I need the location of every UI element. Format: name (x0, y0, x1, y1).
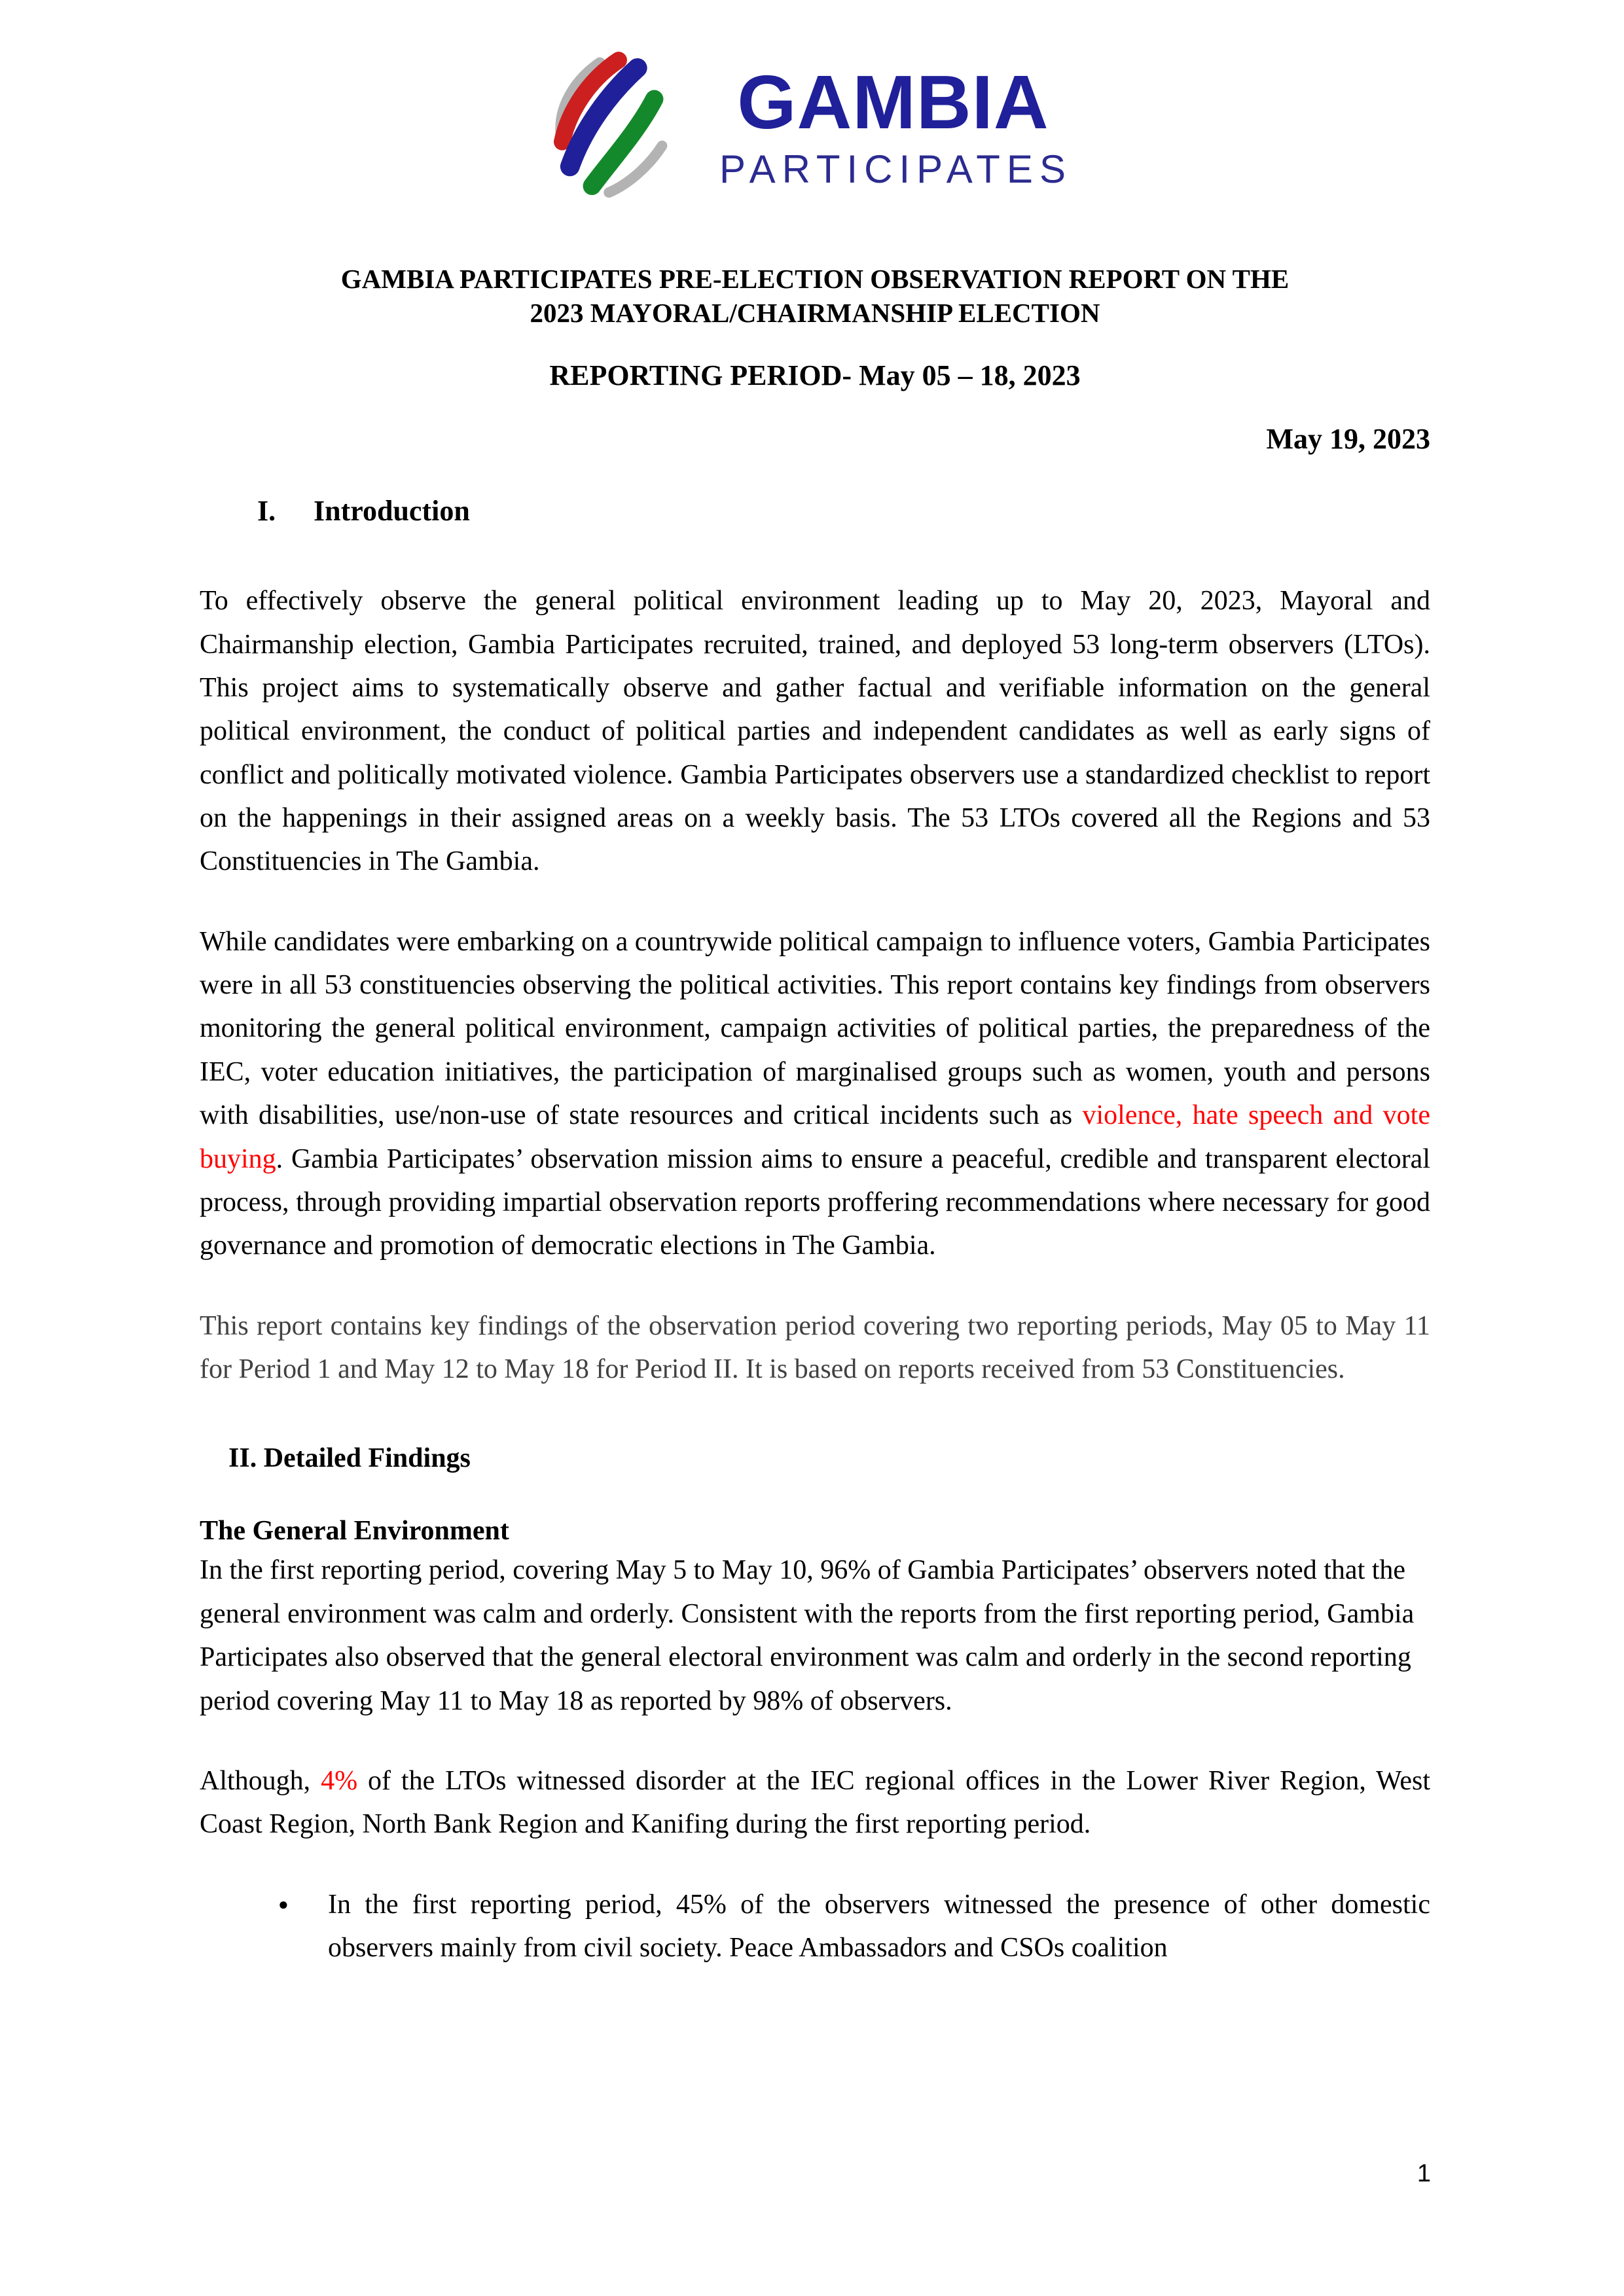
logo-name-secondary: PARTICIPATES (719, 147, 1072, 192)
general-environment-paragraph-2-highlight: 4% (321, 1765, 358, 1796)
heading-introduction (200, 492, 1430, 529)
document-body (200, 492, 1430, 1969)
intro-paragraph-2-highlight: violence, hate speech and vote buying (200, 1100, 1430, 1174)
logo-wordmark (714, 59, 1072, 192)
logo-name-primary: GAMBIA (737, 59, 1049, 145)
document-title (200, 262, 1430, 331)
heading-general-environment: The General Environment (200, 1515, 509, 1546)
organization-logo (0, 51, 1624, 202)
intro-paragraph-2-part-2: . Gambia Participates’ observation mission aims to ensure a peaceful, credible and transparent electoral process, through providing impartial observation reports proffering recommendations where necessary for good governance and promotion of democratic elections in The Gambia. (200, 1143, 1430, 1261)
general-environment-paragraph-2-part-2: of the LTOs witnessed disorder at the IEC regional offices in the Lower River Region, West Coast Region, North Bank Region and Kanifing during the first reporting period. (200, 1765, 1430, 1840)
general-environment-bullet-list (200, 1883, 1430, 1970)
reporting-period: REPORTING PERIOD- May 05 – 18, 2023 (549, 359, 1081, 391)
heading-introduction-number: I. (257, 495, 276, 527)
general-environment-paragraph-2-part-1: Although, (200, 1765, 321, 1796)
intro-paragraph-2 (200, 920, 1430, 1268)
intro-paragraph-1: To effectively observe the general political environment leading up to May 20, 2023, Mayoral and Chairmanship election, Gambia Participates recruited, trained, and deployed 53 long-term observers (LTOs). This project aims to systematically observe and gather factual and verifiable information on the general political environment, the conduct of political parties and independent candidates as well as early signs of conflict and politically motivated violence. Gambia Participates observers use a standardized checklist to report on the happenings in their assigned areas on a weekly basis. The 53 LTOs covered all the Regions and 53 Constituencies in The Gambia. (200, 586, 1430, 877)
document-title-line-2: 2023 MAYORAL/CHAIRMANSHIP ELECTION (530, 298, 1100, 329)
general-environment-paragraph-2 (200, 1759, 1430, 1846)
intro-paragraph-2-part-1: While candidates were embarking on a countrywide political campaign to influence voters, Gambia Participates were in all 53 constituencies observing the political activities. This report contains key findings from observers monitoring the general political environment, campaign activities of political parties, the preparedness of the IEC, voter education initiatives, the participation of marginalised groups such as women, youth and persons with disabilities, use/non-use of state resources and critical incidents such as (200, 926, 1430, 1131)
globe-swoosh-icon (552, 51, 695, 202)
document-title-line-1: GAMBIA PARTICIPATES PRE-ELECTION OBSERVATION REPORT ON THE (340, 264, 1290, 294)
document-date: May 19, 2023 (1266, 423, 1430, 455)
general-environment-paragraph-1: In the first reporting period, covering May 5 to May 10, 96% of Gambia Participates’ observers noted that the general environment was calm and orderly. Consistent with the reports from the first reporting period, Gambia Participates also observed that the general electoral environment was calm and orderly in the second reporting period covering May 11 to May 18 as reported by 98% of observers. (200, 1555, 1415, 1716)
list-item: ● In the first reporting period, 45% of the observers witnessed the presence of other domestic observers mainly from civil society. Peace Ambassadors and CSOs coalition (278, 1883, 1430, 1970)
logo-inner (552, 51, 1072, 202)
page-number: 1 (1416, 2160, 1431, 2187)
heading-introduction-title: Introduction (314, 495, 470, 527)
intro-paragraph-3: This report contains key findings of the observation period covering two reporting periods, May 05 to May 11 for Period 1 and May 12 to May 18 for Period II. It is based on reports received from 53 Constituencies. (200, 1310, 1430, 1384)
heading-detailed-findings: II. Detailed Findings (228, 1443, 471, 1474)
